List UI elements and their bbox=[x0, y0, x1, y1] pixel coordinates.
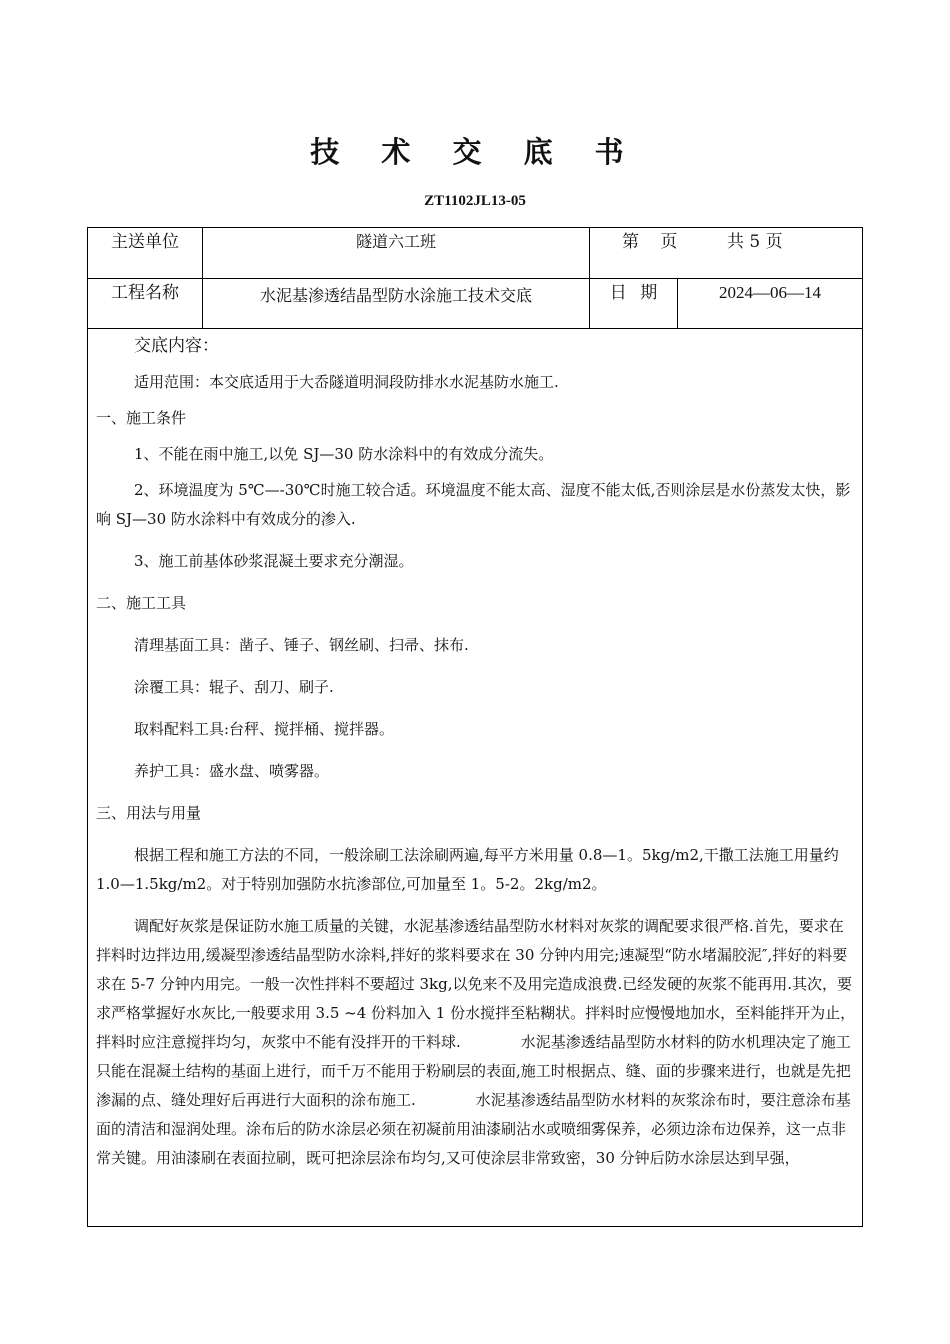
project-value: 水泥基渗透结晶型防水涂施工技术交底 bbox=[259, 286, 532, 305]
section-3-para-2: 调配好灰浆是保证防水施工质量的关键，水泥基渗透结晶型防水材料对灰浆的调配要求很严格.首先，要求在拌料时边拌边用,缓凝型渗透结晶型防水涂料,拌好的浆料要求在 30 分钟内用完;速凝型“防水堵漏胶泥″,拌好的料要求在 5-7 分钟内用完。一般一次性拌料不要超过 3kg,以免来不及用完造成浪费.已经发硬的灰浆不能再用.其次，要求严格掌握好水灰比,一般要求用 3.5 ~4 份料加入 1 份水搅拌至粘糊状。拌料时应慢慢地加水，至料能拌开为止，拌料时应注意搅拌均匀，灰浆中不能有没拌开的干料球. 水泥基渗透结晶型防水材料的防水机理决定了施工只能在混凝土结构的基面上进行，而千万不能用于粉刷层的表面,施工时根据点、缝、面的步骤来进行，也就是先把渗漏的点、缝处理好后再进行大面积的涂布施工. 水泥基渗透结晶型防水材料的灰浆涂布时，要注意涂布基面的清洁和湿润处理。涂布后的防水涂层必须在初凝前用油漆刷沾水或喷细雾保养，必须边涂布边保养，这一点非常关键。用油漆刷在表面拉刷，既可把涂层涂布均匀,又可使涂层非常致密，30 分钟后防水涂层达到早强， bbox=[96, 917, 856, 1167]
section-3-title: 三、用法与用量 bbox=[96, 804, 202, 822]
section-1-item-2: 2、环境温度为 5℃—-30℃时施工较合适。环境温度不能太高、湿度不能太低,否则涂层是水份蒸发太快，影响 SJ—30 防水涂料中有效成分的渗入. bbox=[96, 481, 851, 528]
section-2-item-3: 取料配料工具:台秤、搅拌桶、搅拌器。 bbox=[134, 720, 395, 738]
scope-text: 适用范围：本交底适用于大岙隧道明洞段防排水水泥基防水施工. bbox=[134, 373, 559, 391]
date-value: 2024—06—14 bbox=[719, 283, 821, 302]
handover-table bbox=[87, 227, 863, 1227]
section-2-item-2: 涂覆工具：辊子、刮刀、刷子. bbox=[134, 678, 334, 696]
section-1-item-3: 3、施工前基体砂浆混凝土要求充分潮湿。 bbox=[134, 552, 414, 570]
row-divider-2 bbox=[88, 328, 862, 329]
section-2-item-4: 养护工具：盛水盘、喷雾器。 bbox=[134, 762, 330, 780]
date-label: 日 期 bbox=[609, 283, 658, 303]
page-label: 第 页 bbox=[622, 232, 678, 252]
section-1-item-1: 1、不能在雨中施工,以免 SJ—30 防水涂料中的有效成分流失。 bbox=[134, 445, 554, 463]
handover-content bbox=[96, 332, 858, 1173]
document-title: 技 术 交 底 书 bbox=[310, 135, 640, 169]
section-3-para-1: 根据工程和施工方法的不同，一般涂刷工法涂刷两遍,每平方米用量 0.8—1。5kg/m2,干撒工法施工用量约 1.0—1.5kg/m2。对于特别加强防水抗渗部位,可加量至 1。5-2。2kg/m2。 bbox=[96, 846, 839, 893]
page-total: 共 5 页 bbox=[727, 232, 783, 252]
document-number: ZT1102JL13-05 bbox=[424, 193, 526, 209]
section-1-title: 一、施工条件 bbox=[96, 409, 187, 427]
sender-value: 隧道六工班 bbox=[355, 232, 436, 251]
section-2-item-1: 清理基面工具：凿子、锤子、钢丝刷、扫帚、抹布. bbox=[134, 636, 469, 654]
content-heading: 交底内容： bbox=[134, 336, 219, 356]
project-label: 工程名称 bbox=[111, 283, 179, 303]
col-divider-2 bbox=[589, 228, 590, 328]
sender-label: 主送单位 bbox=[111, 232, 179, 252]
section-2-title: 二、施工工具 bbox=[96, 594, 187, 612]
